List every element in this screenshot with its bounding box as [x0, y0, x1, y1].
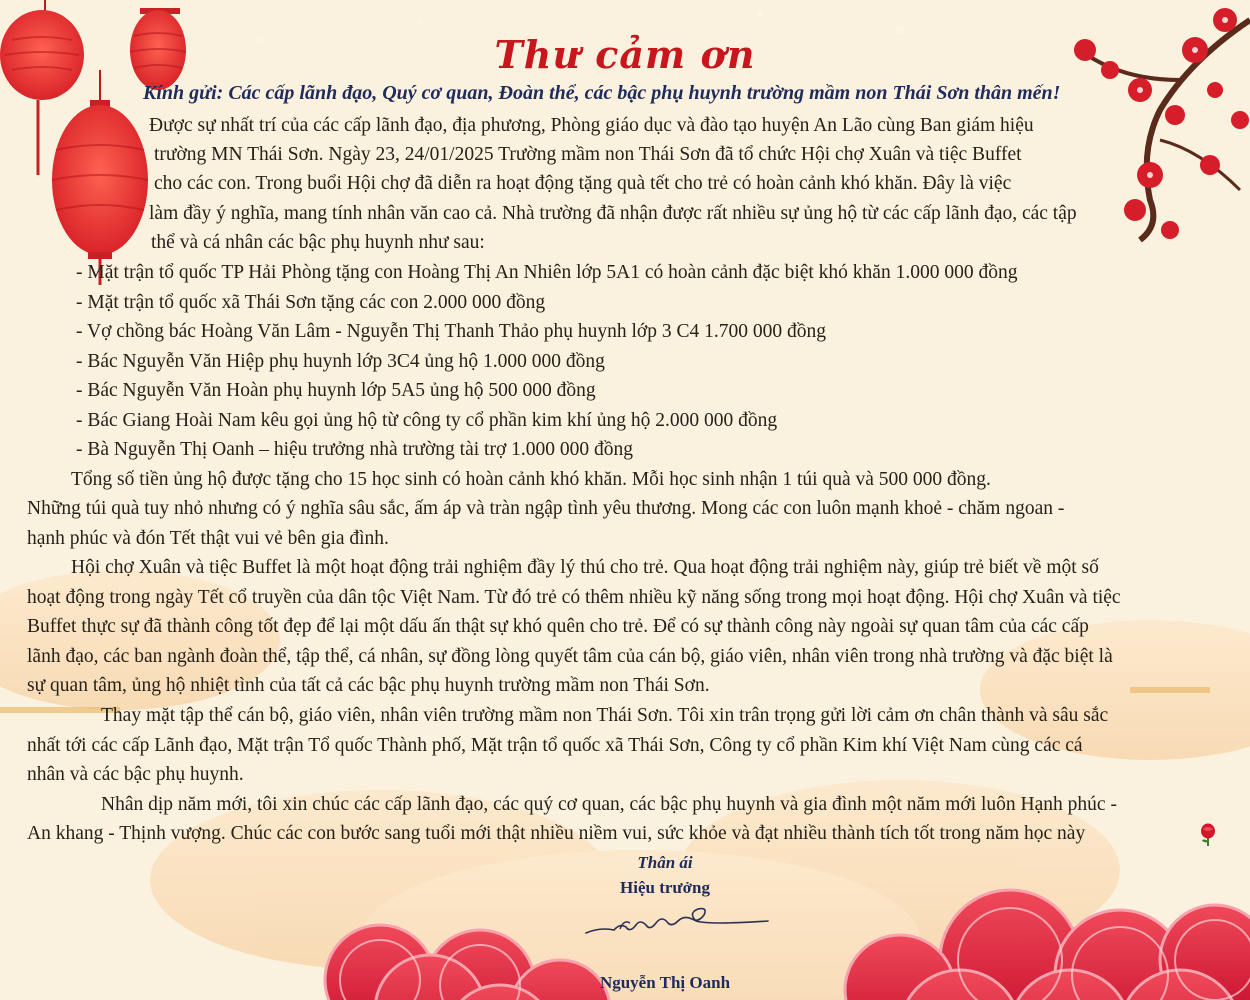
list-item: - Mặt trận tổ quốc TP Hải Phòng tặng con Hoàng Thị An Nhiên lớp 5A1 có hoàn cảnh đặc biệt khó khăn 1.000 000 đồng [76, 262, 1018, 283]
text-line: Buffet thực sự đã thành công tốt đẹp để lại một dấu ấn thật sự khó quên cho trẻ. Để có sự thành công này ngoài sự quan tâm của các cấp [27, 616, 1089, 637]
list-item: - Bà Nguyễn Thị Oanh – hiệu trưởng nhà trường tài trợ 1.000 000 đồng [76, 439, 634, 460]
text-line: Tổng số tiền ủng hộ được tặng cho 15 học sinh có hoàn cảnh khó khăn. Mỗi học sinh nhận 1 túi quà và 500 000 đồng. [71, 469, 991, 490]
text-line: Những túi quà tuy nhỏ nhưng có ý nghĩa sâu sắc, ấm áp và tràn ngập tình yêu thương. Mong các con luôn mạnh khoẻ - chăm ngoan - [27, 498, 1065, 519]
list-item: - Mặt trận tổ quốc xã Thái Sơn tặng các con 2.000 000 đồng [76, 292, 546, 313]
text-line: An khang - Thịnh vượng. Chúc các con bước sang tuổi mới thật nhiều niềm vui, sức khỏe và đạt nhiều thành tích tốt trong năm học này [27, 823, 1086, 844]
text-line: cho các con. Trong buổi Hội chợ đã diễn ra hoạt động tặng quà tết cho trẻ có hoàn cảnh khó khăn. Đây là việc [154, 173, 1012, 194]
rose-icon [1199, 823, 1217, 847]
text-line: hạnh phúc và đón Tết thật vui vẻ bên gia đình. [27, 528, 389, 549]
handwritten-signature [580, 897, 775, 942]
text-line: làm đầy ý nghĩa, mang tính nhân văn cao cả. Nhà trường đã nhận được rất nhiều sự ủng hộ từ các cấp lãnh đạo, các tập [149, 203, 1077, 224]
list-item: - Bác Nguyễn Văn Hoàn phụ huynh lớp 5A5 ủng hộ 500 000 đồng [76, 380, 596, 401]
text-line: Được sự nhất trí của các cấp lãnh đạo, địa phương, Phòng giáo dục và đào tạo huyện An Lão cùng Ban giám hiệu [149, 115, 1034, 136]
greeting: Kính gửi: Các cấp lãnh đạo, Quý cơ quan, Đoàn thể, các bậc phụ huynh trường mầm non Thái Sơn thân mến! [143, 82, 1061, 104]
text-line: Nhân dịp năm mới, tôi xin chúc các cấp lãnh đạo, các quý cơ quan, các bậc phụ huynh và gia đình một năm mới luôn Hạnh phúc - [101, 794, 1117, 815]
text-line: nhất tới các cấp Lãnh đạo, Mặt trận Tổ quốc Thành phố, Mặt trận tổ quốc xã Thái Sơn, Công ty cổ phần Kim khí Việt Nam cùng các cá [27, 735, 1083, 756]
text-line: hoạt động trong ngày Tết cổ truyền của dân tộc Việt Nam. Từ đó trẻ có thêm nhiều kỹ năng sống trong mọi hoạt động. Hội chợ Xuân và tiệc [27, 587, 1121, 608]
list-item: - Bác Nguyễn Văn Hiệp phụ huynh lớp 3C4 ủng hộ 1.000 000 đồng [76, 351, 605, 372]
list-item: - Bác Giang Hoài Nam kêu gọi ủng hộ từ công ty cổ phần kim khí ủng hộ 2.000 000 đồng [76, 410, 778, 431]
text-line: Hội chợ Xuân và tiệc Buffet là một hoạt động trải nghiệm đầy lý thú cho trẻ. Qua hoạt động trải nghiệm này, giúp trẻ biết về một số [71, 557, 1099, 578]
text-line: thể và cá nhân các bậc phụ huynh như sau: [151, 232, 485, 253]
list-item: - Vợ chồng bác Hoàng Văn Lâm - Nguyễn Thị Thanh Thảo phụ huynh lớp 3 C4 1.700 000 đồng [76, 321, 826, 342]
text-line: lãnh đạo, các ban ngành đoàn thể, tập thể, cá nhân, sự đồng lòng quyết tâm của cán bộ, giáo viên, nhân viên trong nhà trường và đặc biệt là [27, 646, 1113, 667]
signer-name: Nguyễn Thị Oanh [599, 973, 731, 992]
text-line: sự quan tâm, ủng hộ nhiệt tình của tất cả các bậc phụ huynh trường mầm non Thái Sơn. [27, 675, 710, 696]
text-line: nhân và các bậc phụ huynh. [27, 764, 244, 785]
closing: Thân ái [637, 853, 693, 872]
text-line: Thay mặt tập thể cán bộ, giáo viên, nhân viên trường mầm non Thái Sơn. Tôi xin trân trọng gửi lời cảm ơn chân thành và sâu sắc [101, 705, 1109, 726]
text-line: trường MN Thái Sơn. Ngày 23, 24/01/2025 Trường mầm non Thái Sơn đã tổ chức Hội chợ Xuân và tiệc Buffet [154, 144, 1022, 165]
letter-title: Thư cảm ơn [494, 32, 756, 77]
signer-position: Hiệu trưởng [620, 878, 710, 897]
